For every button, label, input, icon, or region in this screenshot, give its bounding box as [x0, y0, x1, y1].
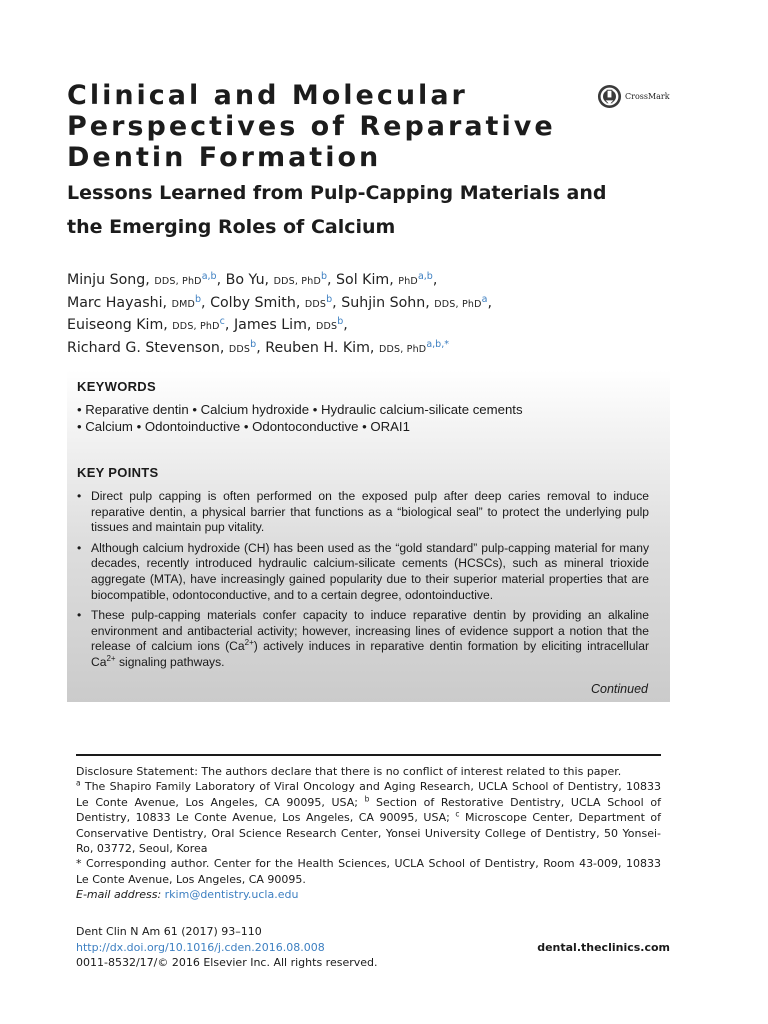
author-degree: DDS, PhD: [154, 276, 202, 287]
key-point: • Direct pulp capping is often performed on the exposed pulp after deep caries removal to induce reparative dentin, a physical barrier that functions as a “biological seal” to protect the underlying pulp tissues and maintain pup vitality.: [77, 489, 649, 536]
journal-website[interactable]: dental.theclinics.com: [537, 940, 670, 954]
affiliation-mark: b: [364, 794, 370, 804]
footnote-divider: [76, 754, 661, 756]
key-point-text: ) actively induces in reparative dentin formation by eliciting intracellular Ca: [91, 639, 649, 669]
author-affiliation-mark[interactable]: b: [250, 338, 257, 350]
author-name: Richard G. Stevenson,: [67, 339, 225, 356]
separator: ,: [343, 317, 348, 333]
title-line: Dentin Formation: [67, 142, 382, 173]
author-name: Bo Yu,: [225, 272, 270, 288]
separator: ,: [432, 272, 438, 288]
key-point: • Although calcium hydroxide (CH) has been used as the “gold standard” pulp-capping material for many decades, recently introduced hydraulic calcium-silicate cements (HCSCs), such as mineral trioxide aggregate (MTA), have increasingly gained popularity due to their superior material properties that are biocompatible, odontoconductive, and to a certain degree, odontoinductive.: [77, 541, 649, 603]
author-name: Sol Kim,: [336, 272, 394, 288]
email-line: [76, 887, 661, 902]
article-title: [67, 80, 587, 173]
key-point-text: signaling pathways.: [115, 654, 225, 669]
author-name: Marc Hayashi,: [67, 294, 168, 311]
affiliation-c: Microscope Center, Department of Conservative Dentistry, Oral Science Research Center, Yonsei University College of Dentistry, 50 Yonsei-Ro, 03772, Seoul, Korea: [76, 811, 661, 856]
affiliation-a: The Shapiro Family Laboratory of Viral Oncology and Aging Research, UCLA School of Dentistry, 10833 Le Conte Avenue, Los Angeles, CA 90095, USA;: [76, 780, 661, 809]
email-link[interactable]: rkim@dentistry.ucla.edu: [164, 888, 299, 902]
affiliation-b: Section of Restorative Dentistry, UCLA School of Dentistry, 10833 Le Conte Avenue, Los Angeles, CA 90095, USA;: [76, 795, 661, 825]
author-degree: DDS: [228, 343, 251, 355]
author-degree: DDS: [304, 298, 327, 310]
separator: ,: [487, 294, 492, 311]
continued-label: Continued: [591, 682, 648, 696]
keywords-heading: KEYWORDS: [77, 379, 156, 394]
title-line: Perspectives of Reparative: [67, 111, 556, 142]
affiliation-mark: a: [76, 778, 81, 788]
author-affiliation-mark[interactable]: b: [195, 293, 202, 305]
superscript: 2+: [106, 653, 116, 663]
author-affiliation-mark[interactable]: b: [326, 293, 333, 305]
journal-info: [76, 924, 670, 971]
author-line: [67, 338, 707, 361]
author-degree: DDS, PhD: [172, 321, 220, 332]
author-line: [67, 270, 707, 293]
author-degree: DDS, PhD: [378, 343, 427, 355]
corresponding-author: * Corresponding author. Center for the Health Sciences, UCLA School of Dentistry, Room 43-009, 10833 Le Conte Avenue, Los Angeles, CA 90095.: [76, 857, 661, 886]
keywords-keypoints-box: [67, 370, 670, 702]
separator: ,: [216, 272, 222, 288]
email-label: E-mail address:: [76, 888, 162, 902]
separator: ,: [201, 294, 206, 311]
title-line: Clinical and Molecular: [67, 80, 468, 111]
author-line: [67, 293, 707, 316]
crossmark-label: CrossMark: [625, 92, 670, 101]
key-points-list: [77, 489, 649, 676]
separator: ,: [332, 294, 337, 311]
separator: ,: [224, 317, 230, 333]
author-name: Colby Smith,: [210, 294, 301, 311]
keywords-line: • Reparative dentin • Calcium hydroxide • Hydraulic calcium-silicate cements: [77, 402, 523, 417]
key-point: [77, 608, 649, 670]
crossmark-badge[interactable]: [597, 84, 670, 109]
copyright: 0011-8532/17/© 2016 Elsevier Inc. All rights reserved.: [76, 956, 378, 969]
article-subtitle: [67, 176, 687, 244]
author-degree: DDS, PhD: [434, 298, 482, 310]
doi-link[interactable]: http://dx.doi.org/10.1016/j.cden.2016.08.008: [76, 940, 325, 954]
author-affiliation-mark[interactable]: a,b: [417, 271, 433, 282]
author-degree: DDS: [315, 321, 338, 332]
footnotes: [76, 764, 661, 903]
keywords-line: • Calcium • Odontoinductive • Odontoconductive • ORAI1: [77, 419, 410, 434]
author-list: [67, 270, 707, 360]
journal-reference: Dent Clin N Am 61 (2017) 93–110: [76, 925, 262, 938]
author-name: Euiseong Kim,: [67, 317, 168, 333]
author-name: James Lim,: [233, 317, 312, 333]
author-affiliation-mark[interactable]: b: [320, 271, 327, 282]
author-affiliation-mark[interactable]: b: [337, 316, 344, 327]
crossmark-icon: [597, 84, 622, 109]
affiliation-mark: c: [455, 809, 460, 819]
subtitle-line: the Emerging Roles of Calcium: [67, 216, 396, 238]
author-affiliation-mark[interactable]: c: [219, 316, 225, 327]
author-name: Reuben H. Kim,: [265, 339, 375, 356]
subtitle-line: Lessons Learned from Pulp-Capping Materials and: [67, 182, 607, 204]
author-affiliation-mark[interactable]: a: [481, 293, 488, 305]
author-name: Minju Song,: [67, 272, 150, 288]
author-name: Suhjin Sohn,: [341, 294, 430, 311]
author-line: [67, 315, 707, 338]
separator: ,: [256, 339, 261, 356]
affiliations: [76, 779, 661, 856]
author-degree: DDS, PhD: [273, 276, 321, 287]
author-degree: PhD: [398, 276, 418, 287]
author-affiliation-mark[interactable]: a,b: [201, 271, 217, 282]
author-degree: DMD: [171, 298, 196, 310]
key-point-text: These pulp-capping materials confer capacity to induce reparative dentin by providing an alkaline environment and antibacterial activity; however, increasing lines of evidence support a notion that the release of calcium ions (Ca: [91, 608, 649, 654]
author-affiliation-mark[interactable]: a,b,*: [426, 338, 449, 350]
separator: ,: [327, 272, 332, 288]
key-points-heading: KEY POINTS: [77, 465, 159, 480]
superscript: 2+: [244, 638, 254, 648]
disclosure-statement: Disclosure Statement: The authors declare that there is no conflict of interest related to this paper.: [76, 765, 622, 778]
